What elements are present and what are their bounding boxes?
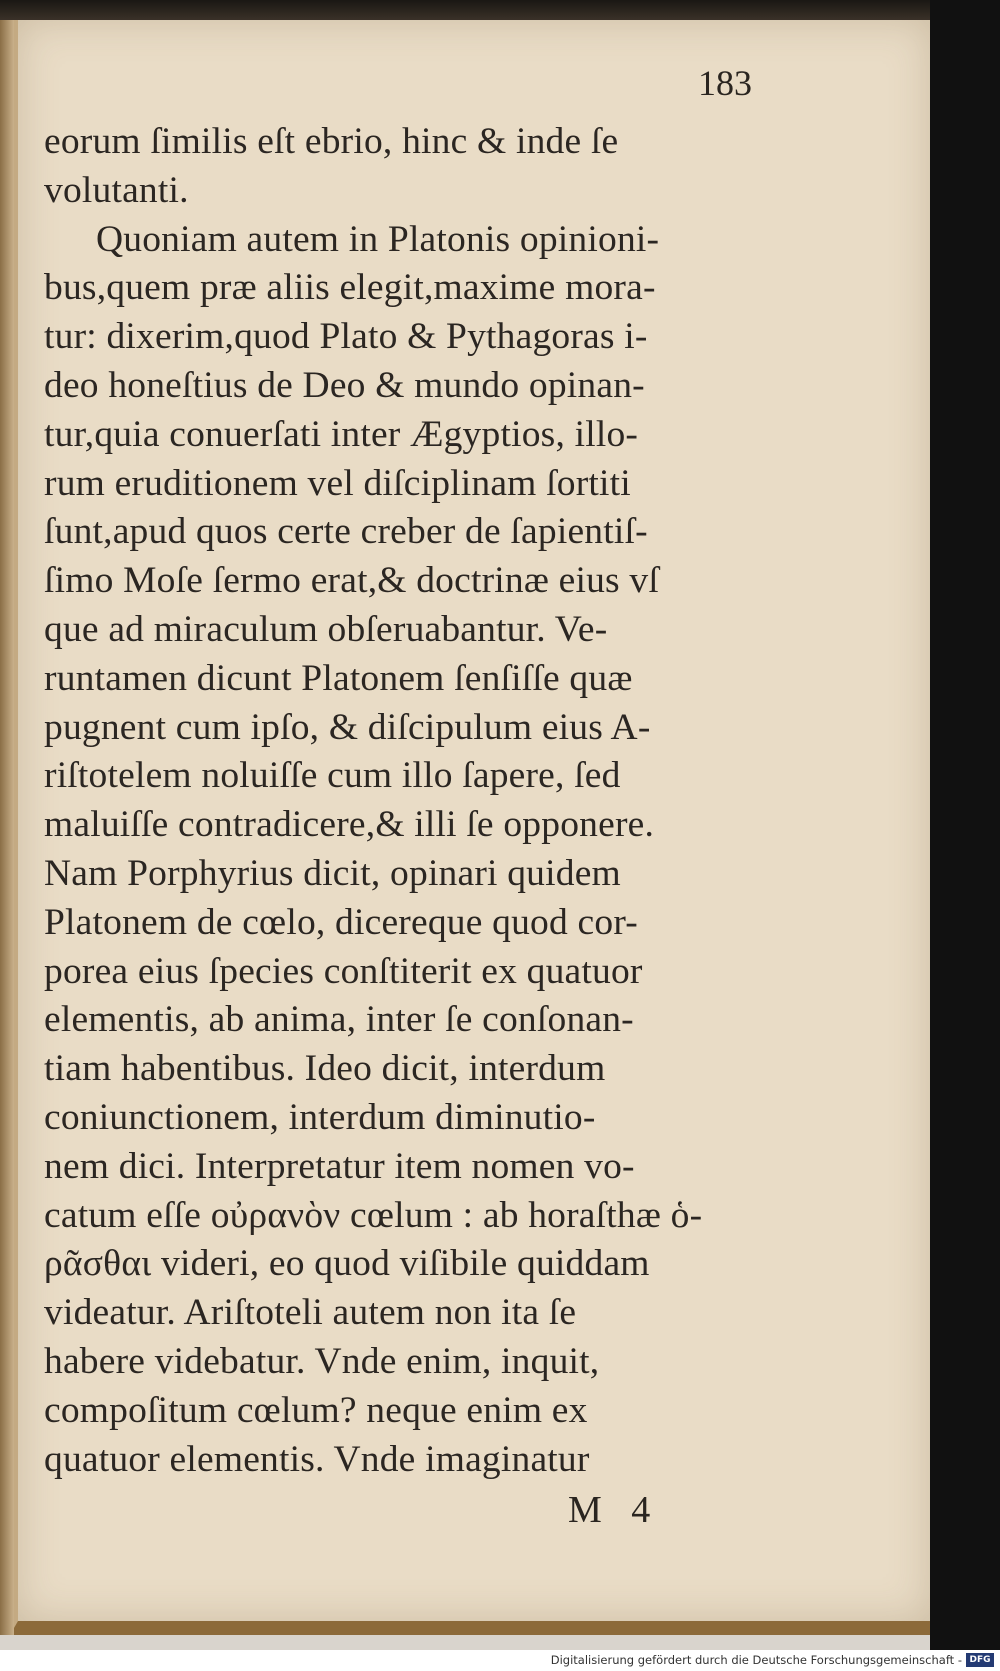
signature-mark: M 4 xyxy=(568,1489,661,1531)
text-line: ſunt,apud quos certe creber de ſapientiſ- xyxy=(44,511,648,553)
text-line: deo honeſtius de Deo & mundo opinan- xyxy=(44,364,645,406)
text-line: eorum ſimilis eſt ebrio, hinc & inde ſe xyxy=(44,121,619,162)
funding-credit: Digitalisierung gefördert durch die Deutsche Forschungsgemeinschaft - xyxy=(550,1653,962,1667)
text-line: videatur. Ariſtoteli autem non ita ſe xyxy=(44,1292,577,1334)
scan-top-edge xyxy=(0,0,1000,20)
text-line: runtamen dicunt Platonem ſenſiſſe quæ xyxy=(44,657,633,699)
footer-bar xyxy=(0,1650,1000,1671)
page-text xyxy=(44,118,774,1484)
text-line: bus,quem præ aliis elegit,maxime mora- xyxy=(44,267,656,309)
text-line: Nam Porphyrius dicit, opinari quidem xyxy=(44,852,621,894)
text-line: pugnent cum ipſo, & diſcipulum eius A- xyxy=(44,706,651,748)
scan-right-edge xyxy=(930,0,1000,1650)
text-line: catum eſſe οὐρανὸν cœlum : ab horaſthæ ὁ- xyxy=(44,1194,703,1236)
text-line: Platonem de cœlo, dicereque quod cor- xyxy=(44,901,638,943)
text-line: volutanti. xyxy=(44,169,189,211)
text-line: Quoniam autem in Platonis opinioni- xyxy=(96,218,660,260)
text-line: porea eius ſpecies conſtiterit ex quatuor xyxy=(44,950,643,992)
text-line: compoſitum cœlum? neque enim ex xyxy=(44,1389,588,1431)
text-line: habere videbatur. Vnde enim, inquit, xyxy=(44,1340,600,1382)
page-gutter xyxy=(0,20,14,1635)
text-line: tiam habentibus. Ideo dicit, interdum xyxy=(44,1048,606,1090)
text-line: elementis, ab anima, inter ſe conſonan- xyxy=(44,999,634,1041)
dfg-logo-icon: DFG xyxy=(966,1653,994,1667)
text-line: rum eruditionem vel diſciplinam ſortiti xyxy=(44,462,631,504)
text-line: tur: dixerim,quod Plato & Pythagoras i- xyxy=(44,316,648,358)
text-line: riſtotelem noluiſſe cum illo ſapere, ſed xyxy=(44,755,621,797)
text-line: tur,quia conuerſati inter Ægyptios, illo- xyxy=(44,413,639,455)
text-line: nem dici. Interpretatur item nomen vo- xyxy=(44,1145,635,1187)
text-line: quatuor elementis. Vnde imaginatur xyxy=(44,1438,590,1480)
text-line: maluiſſe contradicere,& illi ſe opponere. xyxy=(44,804,655,846)
text-line: ρᾶσθαι videri, eo quod viſibile quiddam xyxy=(44,1243,650,1285)
text-line: coniunctionem, interdum diminutio- xyxy=(44,1096,596,1138)
text-line: ſimo Moſe ſermo erat,& doctrinæ eius vſ xyxy=(44,560,659,602)
text-line: que ad miraculum obſeruabantur. Ve- xyxy=(44,608,608,650)
page-number: 183 xyxy=(698,63,752,103)
